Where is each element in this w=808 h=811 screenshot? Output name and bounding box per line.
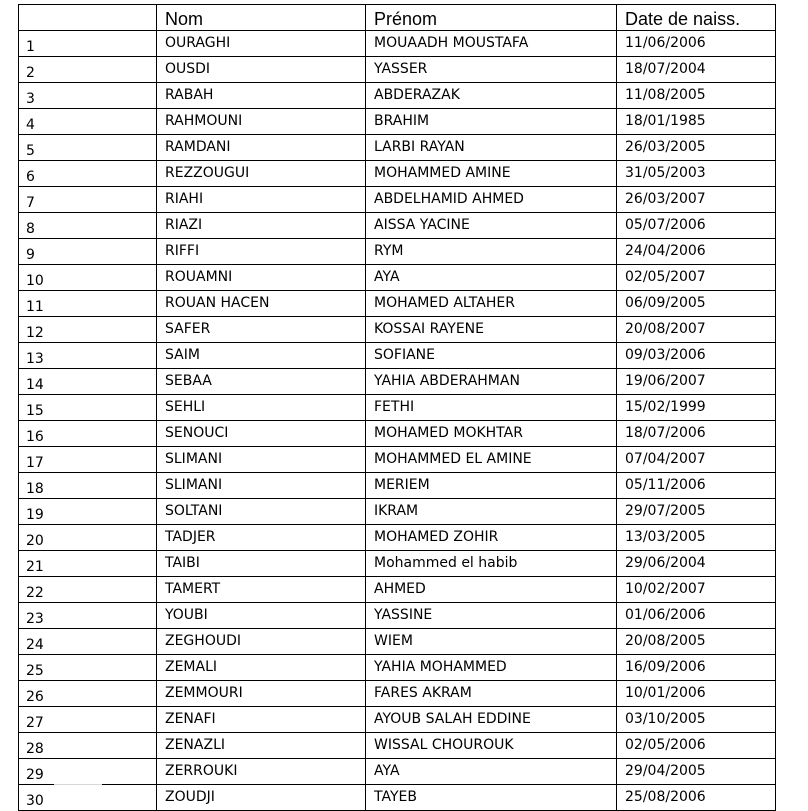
nom-cell: RAMDANI <box>157 135 366 161</box>
prenom-cell: MOHAMMED EL AMINE <box>366 447 617 473</box>
prenom-cell: YASSINE <box>366 603 617 629</box>
date-naissance-cell: 03/10/2005 <box>617 707 776 733</box>
table-row <box>19 239 776 265</box>
date-naissance-cell: 15/02/1999 <box>617 395 776 421</box>
row-number-cell: 7 <box>19 187 157 213</box>
prenom-cell: KOSSAI RAYENE <box>366 317 617 343</box>
nom-cell: TADJER <box>157 525 366 551</box>
nom-cell: OURAGHI <box>157 31 366 57</box>
table-row <box>19 629 776 655</box>
prenom-cell: AHMED <box>366 577 617 603</box>
date-naissance-cell: 29/07/2005 <box>617 499 776 525</box>
nom-cell: ZOUDJI <box>157 785 366 811</box>
row-number-cell: 30 <box>19 785 157 811</box>
prenom-cell: MOHAMED ZOHIR <box>366 525 617 551</box>
table-row <box>19 161 776 187</box>
prenom-cell: FETHI <box>366 395 617 421</box>
date-naissance-cell: 10/02/2007 <box>617 577 776 603</box>
table-row <box>19 187 776 213</box>
row-number-cell: 12 <box>19 317 157 343</box>
prenom-cell: TAYEB <box>366 785 617 811</box>
nom-cell: RIFFI <box>157 239 366 265</box>
prenom-cell: MERIEM <box>366 473 617 499</box>
header-nom: Nom <box>157 5 366 31</box>
table-row <box>19 603 776 629</box>
date-naissance-cell: 29/06/2004 <box>617 551 776 577</box>
table-row <box>19 733 776 759</box>
nom-cell: ZEGHOUDI <box>157 629 366 655</box>
date-naissance-cell: 01/06/2006 <box>617 603 776 629</box>
prenom-cell: RYM <box>366 239 617 265</box>
header-date-naissance: Date de naiss. <box>617 5 776 31</box>
row-number-cell: 25 <box>19 655 157 681</box>
date-naissance-cell: 05/07/2006 <box>617 213 776 239</box>
nom-cell: ROUAN HACEN <box>157 291 366 317</box>
table-row <box>19 291 776 317</box>
page-mark <box>54 784 102 785</box>
prenom-cell: BRAHIM <box>366 109 617 135</box>
prenom-cell: WIEM <box>366 629 617 655</box>
date-naissance-cell: 18/07/2006 <box>617 421 776 447</box>
row-number-cell: 10 <box>19 265 157 291</box>
row-number-cell: 21 <box>19 551 157 577</box>
date-naissance-cell: 09/03/2006 <box>617 343 776 369</box>
date-naissance-cell: 25/08/2006 <box>617 785 776 811</box>
table-row <box>19 343 776 369</box>
table-row <box>19 759 776 785</box>
table-row <box>19 369 776 395</box>
prenom-cell: MOHAMED MOKHTAR <box>366 421 617 447</box>
row-number-cell: 4 <box>19 109 157 135</box>
table-row <box>19 109 776 135</box>
nom-cell: SLIMANI <box>157 473 366 499</box>
prenom-cell: YAHIA MOHAMMED <box>366 655 617 681</box>
prenom-cell: AYA <box>366 265 617 291</box>
row-number-cell: 6 <box>19 161 157 187</box>
nom-cell: SAIM <box>157 343 366 369</box>
date-naissance-cell: 24/04/2006 <box>617 239 776 265</box>
nom-cell: RIAHI <box>157 187 366 213</box>
table-row <box>19 213 776 239</box>
prenom-cell: MOHAMMED AMINE <box>366 161 617 187</box>
date-naissance-cell: 02/05/2007 <box>617 265 776 291</box>
nom-cell: ZEMALI <box>157 655 366 681</box>
nom-cell: TAIBI <box>157 551 366 577</box>
table-row <box>19 447 776 473</box>
nom-cell: RABAH <box>157 83 366 109</box>
nom-cell: SEHLI <box>157 395 366 421</box>
table-row <box>19 525 776 551</box>
row-number-cell: 27 <box>19 707 157 733</box>
table-row <box>19 499 776 525</box>
table-row <box>19 577 776 603</box>
date-naissance-cell: 02/05/2006 <box>617 733 776 759</box>
table-row <box>19 681 776 707</box>
table-row <box>19 83 776 109</box>
row-number-cell: 28 <box>19 733 157 759</box>
prenom-cell: FARES AKRAM <box>366 681 617 707</box>
row-number-cell: 2 <box>19 57 157 83</box>
prenom-cell: LARBI RAYAN <box>366 135 617 161</box>
row-number-cell: 26 <box>19 681 157 707</box>
date-naissance-cell: 11/06/2006 <box>617 31 776 57</box>
table-row <box>19 31 776 57</box>
row-number-cell: 18 <box>19 473 157 499</box>
table-body <box>19 31 776 811</box>
table-row <box>19 551 776 577</box>
row-number-cell: 8 <box>19 213 157 239</box>
date-naissance-cell: 11/08/2005 <box>617 83 776 109</box>
nom-cell: TAMERT <box>157 577 366 603</box>
date-naissance-cell: 13/03/2005 <box>617 525 776 551</box>
date-naissance-cell: 20/08/2005 <box>617 629 776 655</box>
date-naissance-cell: 18/07/2004 <box>617 57 776 83</box>
student-list-document <box>18 4 776 811</box>
table-row <box>19 57 776 83</box>
table-row <box>19 395 776 421</box>
prenom-cell: YASSER <box>366 57 617 83</box>
table-row <box>19 135 776 161</box>
date-naissance-cell: 07/04/2007 <box>617 447 776 473</box>
row-number-cell: 24 <box>19 629 157 655</box>
date-naissance-cell: 10/01/2006 <box>617 681 776 707</box>
prenom-cell: AYA <box>366 759 617 785</box>
table-row <box>19 317 776 343</box>
row-number-cell: 13 <box>19 343 157 369</box>
prenom-cell: MOUAADH MOUSTAFA <box>366 31 617 57</box>
date-naissance-cell: 16/09/2006 <box>617 655 776 681</box>
nom-cell: SOLTANI <box>157 499 366 525</box>
header-row <box>19 5 776 31</box>
nom-cell: REZZOUGUI <box>157 161 366 187</box>
row-number-cell: 9 <box>19 239 157 265</box>
table-row <box>19 785 776 811</box>
row-number-cell: 29 <box>19 759 157 785</box>
date-naissance-cell: 29/04/2005 <box>617 759 776 785</box>
row-number-cell: 14 <box>19 369 157 395</box>
nom-cell: SAFER <box>157 317 366 343</box>
row-number-cell: 19 <box>19 499 157 525</box>
nom-cell: ZENAFI <box>157 707 366 733</box>
row-number-cell: 3 <box>19 83 157 109</box>
header-prenom: Prénom <box>366 5 617 31</box>
prenom-cell: AISSA YACINE <box>366 213 617 239</box>
row-number-cell: 1 <box>19 31 157 57</box>
row-number-cell: 11 <box>19 291 157 317</box>
prenom-cell: YAHIA ABDERAHMAN <box>366 369 617 395</box>
student-table <box>18 4 776 811</box>
row-number-cell: 17 <box>19 447 157 473</box>
prenom-cell: ABDELHAMID AHMED <box>366 187 617 213</box>
date-naissance-cell: 05/11/2006 <box>617 473 776 499</box>
row-number-cell: 16 <box>19 421 157 447</box>
date-naissance-cell: 26/03/2007 <box>617 187 776 213</box>
prenom-cell: ABDERAZAK <box>366 83 617 109</box>
prenom-cell: WISSAL CHOUROUK <box>366 733 617 759</box>
nom-cell: RAHMOUNI <box>157 109 366 135</box>
nom-cell: YOUBI <box>157 603 366 629</box>
nom-cell: ZEMMOURI <box>157 681 366 707</box>
date-naissance-cell: 18/01/1985 <box>617 109 776 135</box>
nom-cell: SLIMANI <box>157 447 366 473</box>
prenom-cell: IKRAM <box>366 499 617 525</box>
table-row <box>19 265 776 291</box>
nom-cell: SEBAA <box>157 369 366 395</box>
nom-cell: RIAZI <box>157 213 366 239</box>
nom-cell: ROUAMNI <box>157 265 366 291</box>
date-naissance-cell: 31/05/2003 <box>617 161 776 187</box>
nom-cell: SENOUCI <box>157 421 366 447</box>
prenom-cell: AYOUB SALAH EDDINE <box>366 707 617 733</box>
nom-cell: ZERROUKI <box>157 759 366 785</box>
table-row <box>19 707 776 733</box>
prenom-cell: MOHAMED ALTAHER <box>366 291 617 317</box>
header-number <box>19 5 157 31</box>
row-number-cell: 23 <box>19 603 157 629</box>
row-number-cell: 22 <box>19 577 157 603</box>
date-naissance-cell: 19/06/2007 <box>617 369 776 395</box>
table-row <box>19 473 776 499</box>
table-row <box>19 421 776 447</box>
date-naissance-cell: 26/03/2005 <box>617 135 776 161</box>
date-naissance-cell: 06/09/2005 <box>617 291 776 317</box>
nom-cell: OUSDI <box>157 57 366 83</box>
nom-cell: ZENAZLI <box>157 733 366 759</box>
date-naissance-cell: 20/08/2007 <box>617 317 776 343</box>
prenom-cell: Mohammed el habib <box>366 551 617 577</box>
row-number-cell: 15 <box>19 395 157 421</box>
table-row <box>19 655 776 681</box>
row-number-cell: 20 <box>19 525 157 551</box>
prenom-cell: SOFIANE <box>366 343 617 369</box>
row-number-cell: 5 <box>19 135 157 161</box>
